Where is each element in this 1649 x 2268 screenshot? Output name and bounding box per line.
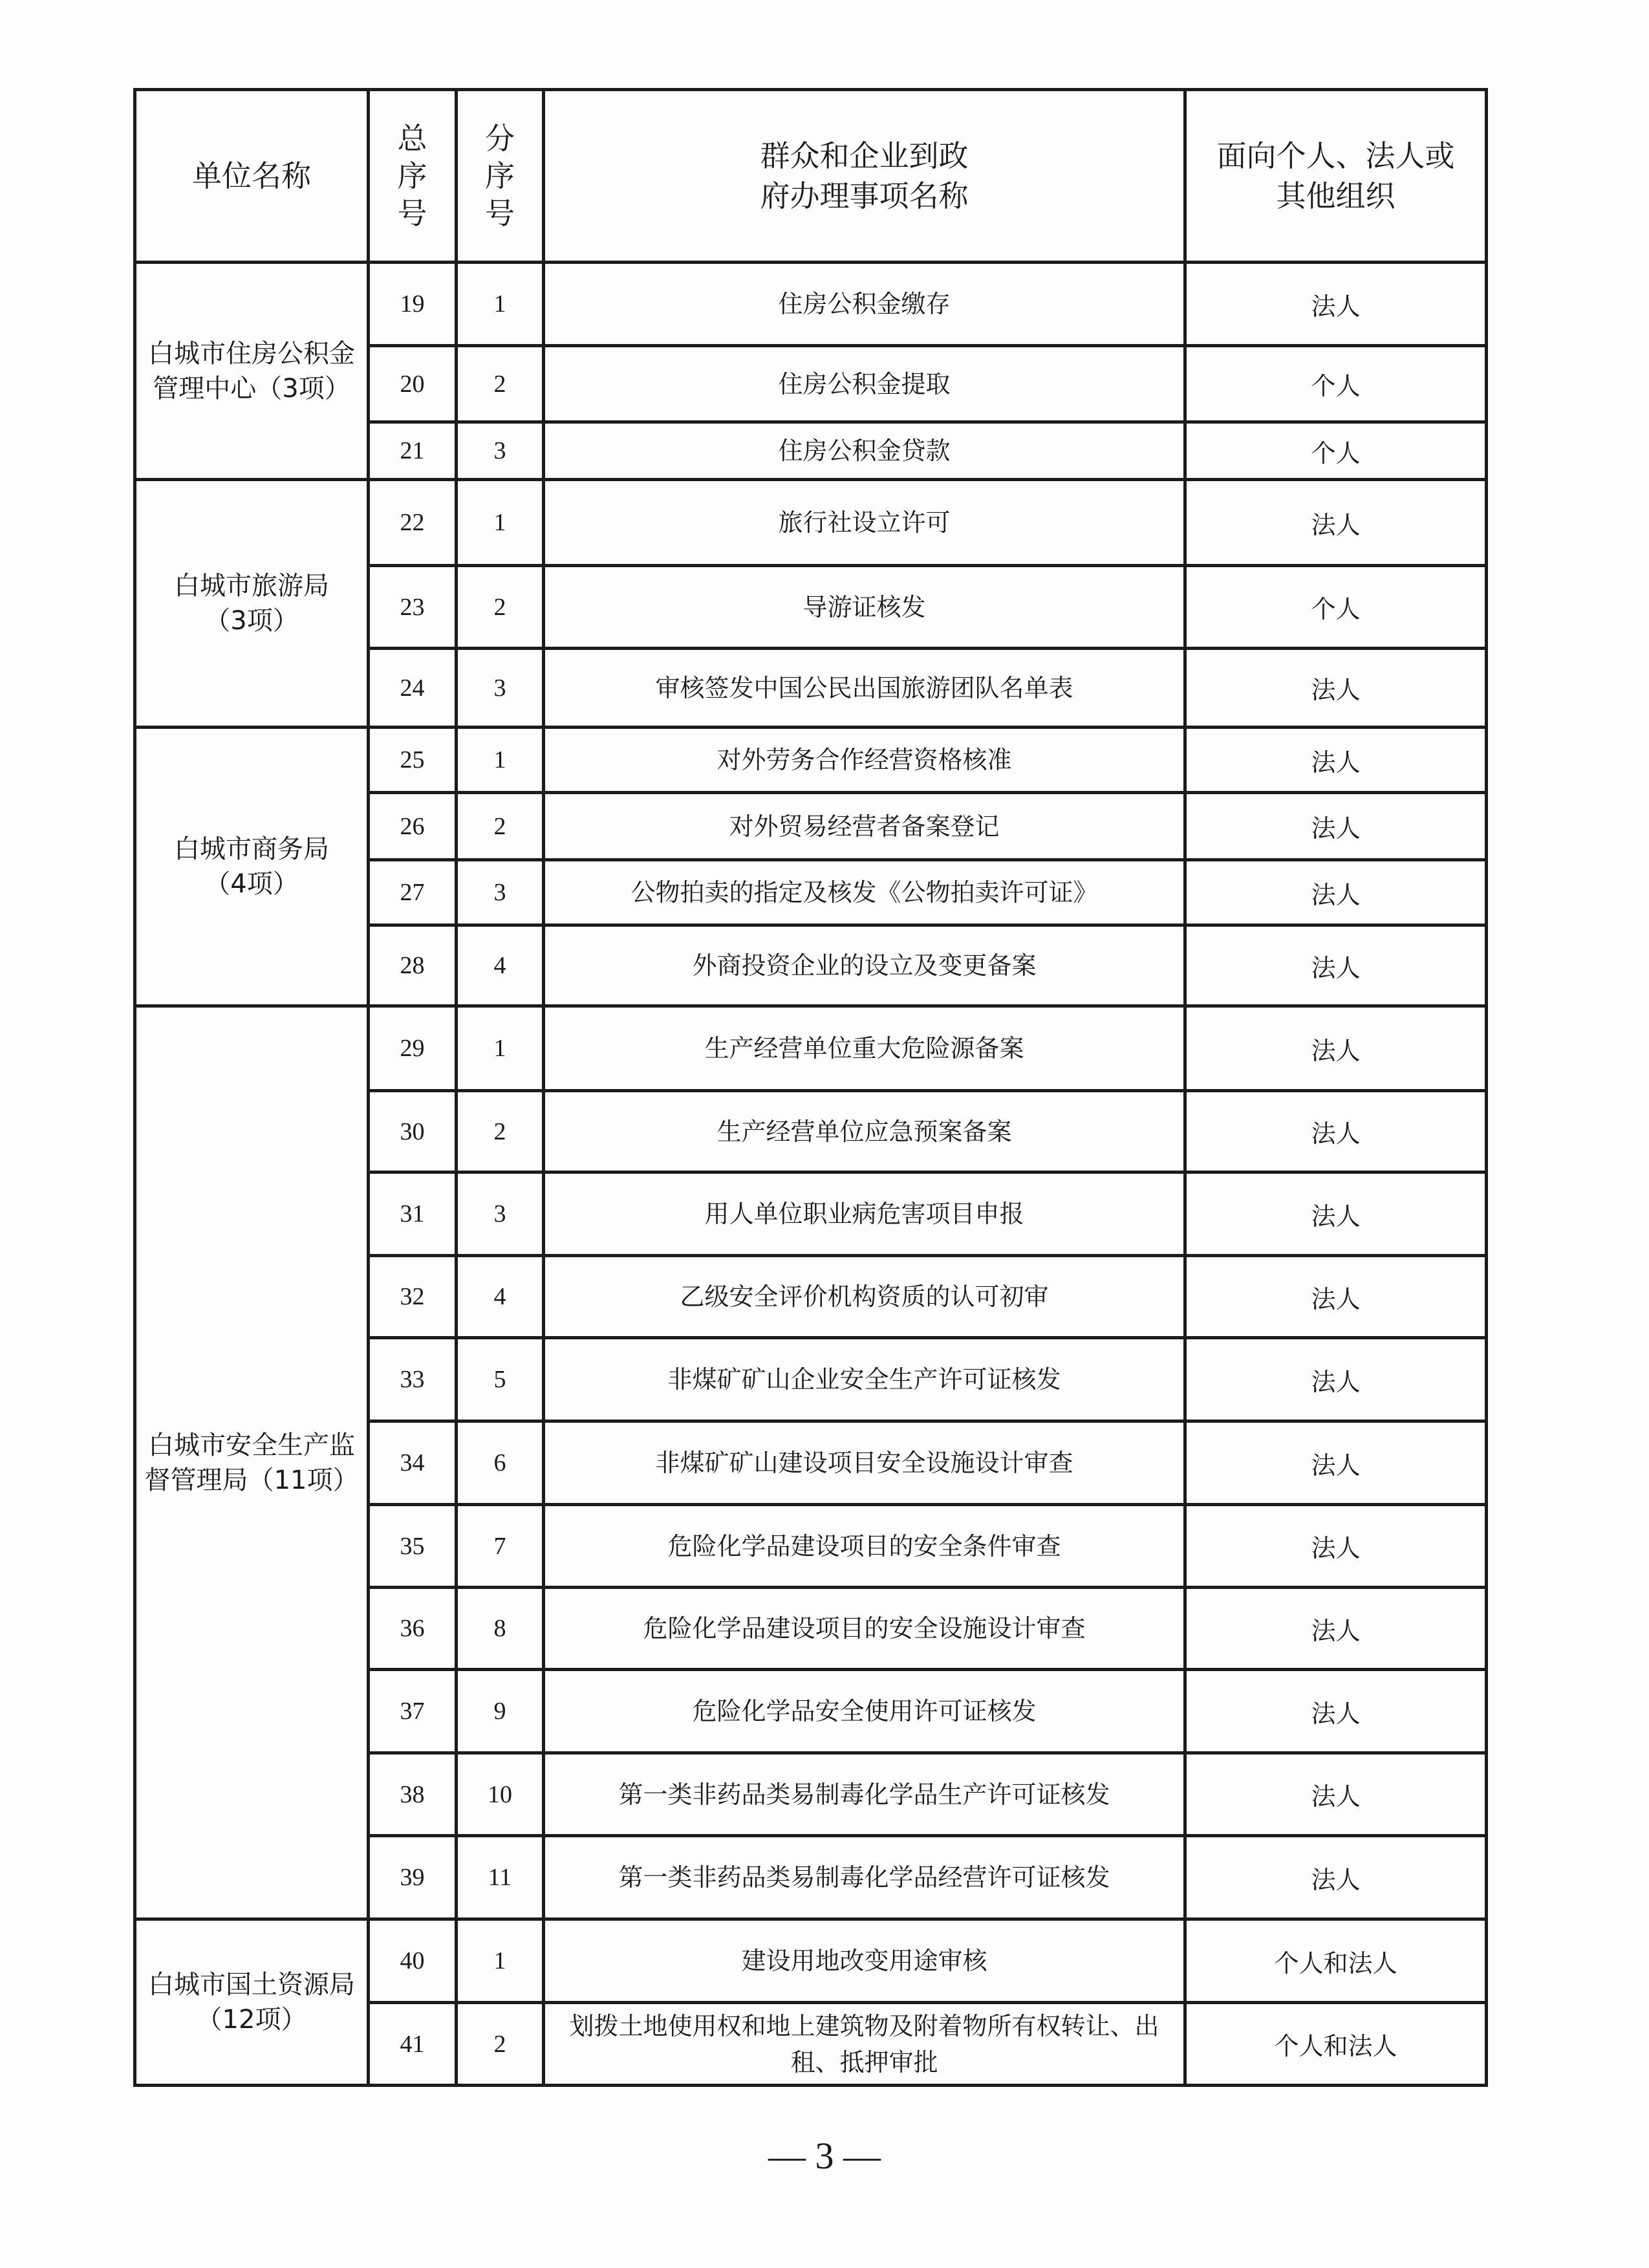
sub-number-cell: 7 [457, 1505, 544, 1588]
total-number-cell: 26 [369, 793, 457, 860]
item-name-cell: 建设用地改变用途审核 [544, 1919, 1185, 2003]
table-row [135, 1919, 1487, 2003]
item-name-cell: 危险化学品建设项目的安全条件审查 [544, 1505, 1185, 1588]
table-row [135, 480, 1487, 566]
item-name-cell: 第一类非药品类易制毒化学品生产许可证核发 [544, 1753, 1185, 1836]
item-name-cell: 用人单位职业病危害项目申报 [544, 1172, 1185, 1256]
sub-number-cell: 1 [457, 728, 544, 793]
total-number-cell: 25 [369, 728, 457, 793]
sub-number-cell: 2 [457, 346, 544, 422]
service-items-table [133, 88, 1488, 2087]
item-name-cell: 划拨土地使用权和地上建筑物及附着物所有权转让、出租、抵押审批 [544, 2003, 1185, 2086]
sub-number-cell: 3 [457, 649, 544, 728]
total-number-cell: 21 [369, 422, 457, 480]
item-name-cell: 危险化学品建设项目的安全设施设计审查 [544, 1588, 1185, 1670]
target-cell: 法人 [1185, 1421, 1487, 1505]
table-row [135, 728, 1487, 793]
unit-name-line: （4项） [204, 869, 299, 899]
total-number-cell: 30 [369, 1091, 457, 1172]
unit-name-cell [135, 728, 369, 1006]
table-header-row [135, 90, 1487, 263]
sub-number-cell: 11 [457, 1836, 544, 1919]
unit-name-line: 白城市国土资源局 [148, 1970, 355, 2000]
target-cell: 法人 [1185, 925, 1487, 1006]
total-number-cell: 23 [369, 566, 457, 649]
total-number-cell: 20 [369, 346, 457, 422]
target-cell: 法人 [1185, 1670, 1487, 1753]
target-cell: 法人 [1185, 1836, 1487, 1919]
sub-number-cell: 4 [457, 1256, 544, 1338]
target-cell: 法人 [1185, 263, 1487, 346]
item-name-cell: 旅行社设立许可 [544, 480, 1185, 566]
item-name-cell: 危险化学品安全使用许可证核发 [544, 1670, 1185, 1753]
item-name-cell: 生产经营单位重大危险源备案 [544, 1006, 1185, 1091]
sub-number-cell: 1 [457, 480, 544, 566]
unit-name-line: 白城市旅游局 [174, 571, 329, 601]
total-number-cell: 27 [369, 860, 457, 925]
total-number-cell: 33 [369, 1338, 457, 1421]
target-cell: 法人 [1185, 1256, 1487, 1338]
total-number-cell: 34 [369, 1421, 457, 1505]
total-number-cell: 28 [369, 925, 457, 1006]
item-name-cell: 住房公积金缴存 [544, 263, 1185, 346]
sub-number-cell: 1 [457, 1919, 544, 2003]
table-row [135, 263, 1487, 346]
target-cell: 法人 [1185, 1505, 1487, 1588]
target-cell: 个人 [1185, 566, 1487, 649]
item-name-cell: 公物拍卖的指定及核发《公物拍卖许可证》 [544, 860, 1185, 925]
item-name-cell: 外商投资企业的设立及变更备案 [544, 925, 1185, 1006]
total-number-cell: 41 [369, 2003, 457, 2086]
unit-name-cell [135, 480, 369, 728]
total-number-cell: 36 [369, 1588, 457, 1670]
sub-number-cell: 3 [457, 860, 544, 925]
sub-number-cell: 2 [457, 566, 544, 649]
total-number-cell: 31 [369, 1172, 457, 1256]
item-name-cell: 审核签发中国公民出国旅游团队名单表 [544, 649, 1185, 728]
sub-number-cell: 3 [457, 422, 544, 480]
total-number-cell: 32 [369, 1256, 457, 1338]
header-unit-name: 单位名称 [135, 90, 369, 263]
sub-number-cell: 4 [457, 925, 544, 1006]
total-number-cell: 39 [369, 1836, 457, 1919]
unit-name-line: （12项） [196, 2005, 307, 2035]
total-number-cell: 37 [369, 1670, 457, 1753]
target-cell: 个人 [1185, 346, 1487, 422]
target-cell: 法人 [1185, 1172, 1487, 1256]
unit-name-cell [135, 263, 369, 480]
item-name-cell: 对外贸易经营者备案登记 [544, 793, 1185, 860]
sub-number-cell: 9 [457, 1670, 544, 1753]
unit-name-line: （3项） [204, 606, 299, 636]
header-total-number: 总 序 号 [369, 90, 457, 263]
sub-number-cell: 2 [457, 2003, 544, 2086]
sub-number-cell: 1 [457, 263, 544, 346]
total-number-cell: 35 [369, 1505, 457, 1588]
header-item-name: 群众和企业到政 府办理事项名称 [544, 90, 1185, 263]
unit-name-line: 督管理局（11项） [144, 1465, 359, 1495]
item-name-cell: 对外劳务合作经营资格核准 [544, 728, 1185, 793]
table-row [135, 1006, 1487, 1091]
sub-number-cell: 8 [457, 1588, 544, 1670]
target-cell: 法人 [1185, 860, 1487, 925]
unit-name-cell [135, 1919, 369, 2086]
item-name-cell: 乙级安全评价机构资质的认可初审 [544, 1256, 1185, 1338]
total-number-cell: 24 [369, 649, 457, 728]
total-number-cell: 40 [369, 1919, 457, 2003]
target-cell: 法人 [1185, 728, 1487, 793]
total-number-cell: 29 [369, 1006, 457, 1091]
item-name-cell: 非煤矿矿山建设项目安全设施设计审查 [544, 1421, 1185, 1505]
item-name-cell: 住房公积金贷款 [544, 422, 1185, 480]
sub-number-cell: 5 [457, 1338, 544, 1421]
unit-name-line: 白城市安全生产监 [148, 1430, 355, 1460]
total-number-cell: 19 [369, 263, 457, 346]
target-cell: 法人 [1185, 1091, 1487, 1172]
table-body [135, 263, 1487, 2086]
header-sub-number: 分 序 号 [457, 90, 544, 263]
unit-name-cell [135, 1006, 369, 1919]
unit-name-line: 白城市商务局 [174, 834, 329, 864]
target-cell: 法人 [1185, 649, 1487, 728]
target-cell: 法人 [1185, 480, 1487, 566]
target-cell: 法人 [1185, 1588, 1487, 1670]
target-cell: 法人 [1185, 1338, 1487, 1421]
target-cell: 个人 [1185, 422, 1487, 480]
total-number-cell: 22 [369, 480, 457, 566]
item-name-cell: 第一类非药品类易制毒化学品经营许可证核发 [544, 1836, 1185, 1919]
sub-number-cell: 6 [457, 1421, 544, 1505]
item-name-cell: 非煤矿矿山企业安全生产许可证核发 [544, 1338, 1185, 1421]
item-name-cell: 住房公积金提取 [544, 346, 1185, 422]
target-cell: 个人和法人 [1185, 2003, 1487, 2086]
target-cell: 法人 [1185, 793, 1487, 860]
sub-number-cell: 1 [457, 1006, 544, 1091]
page-number: — 3 — [768, 2135, 881, 2177]
item-name-cell: 导游证核发 [544, 566, 1185, 649]
sub-number-cell: 10 [457, 1753, 544, 1836]
sub-number-cell: 2 [457, 1091, 544, 1172]
item-name-cell: 生产经营单位应急预案备案 [544, 1091, 1185, 1172]
target-cell: 法人 [1185, 1753, 1487, 1836]
total-number-cell: 38 [369, 1753, 457, 1836]
target-cell: 个人和法人 [1185, 1919, 1487, 2003]
header-target: 面向个人、法人或 其他组织 [1185, 90, 1487, 263]
target-cell: 法人 [1185, 1006, 1487, 1091]
unit-name-line: 管理中心（3项） [153, 373, 350, 404]
unit-name-line: 白城市住房公积金 [148, 338, 355, 369]
sub-number-cell: 3 [457, 1172, 544, 1256]
sub-number-cell: 2 [457, 793, 544, 860]
